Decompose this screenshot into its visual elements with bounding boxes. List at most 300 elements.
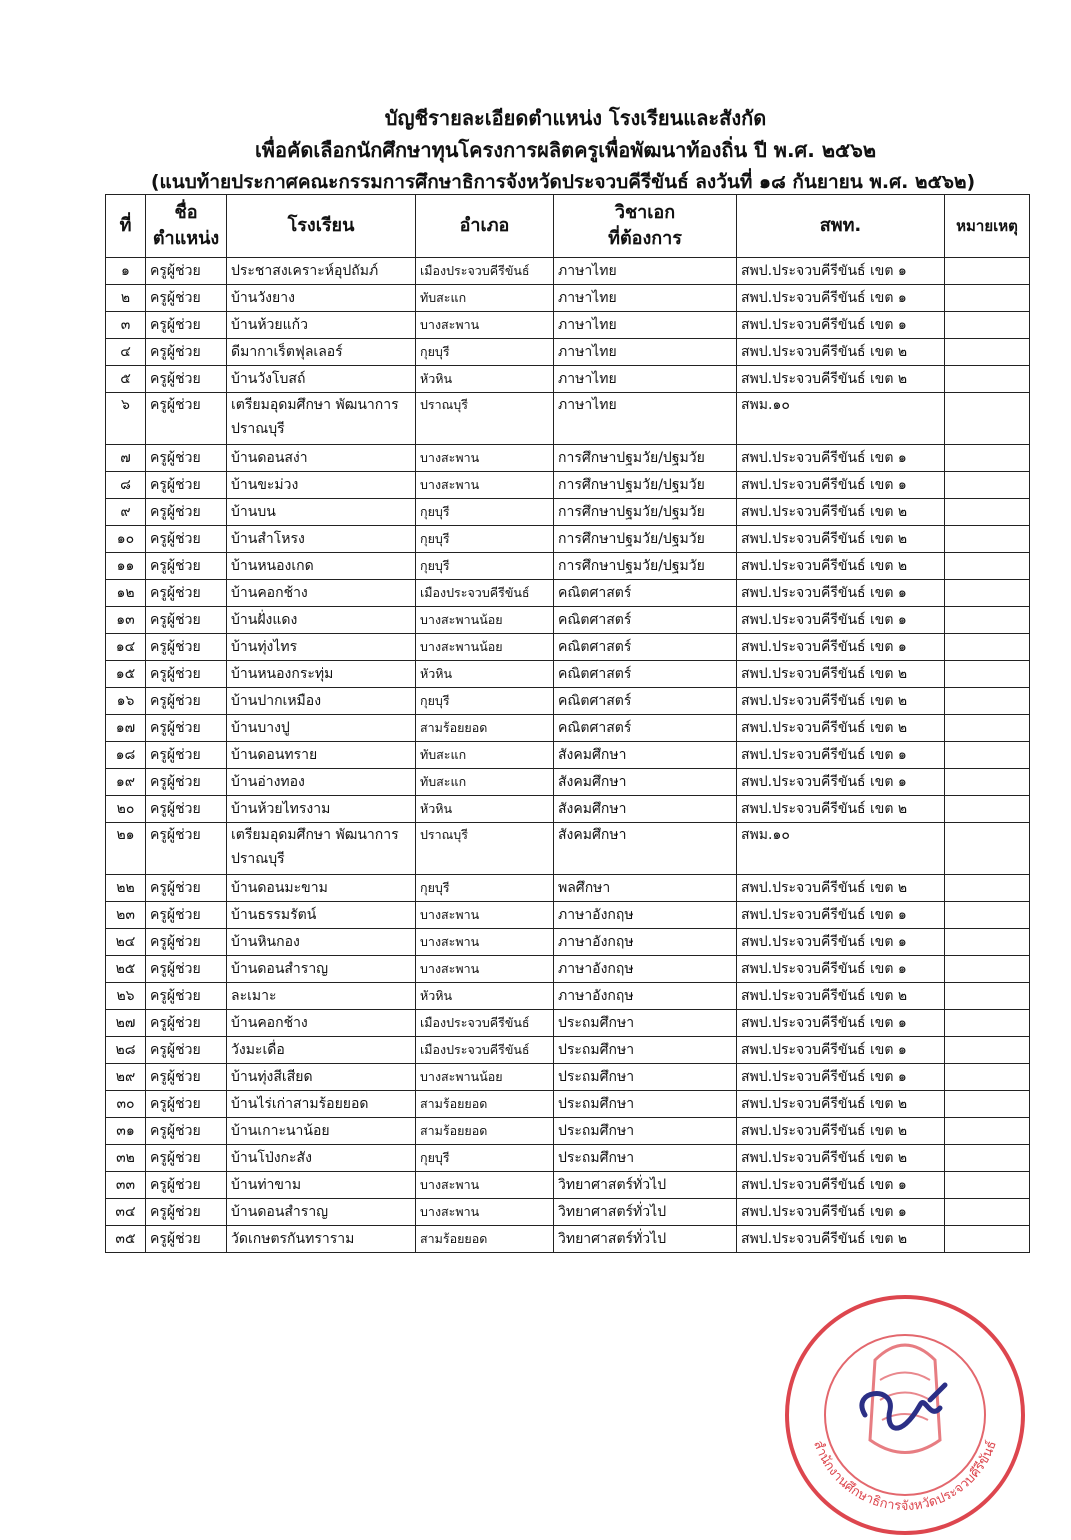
- cell-school: บ้านบน: [227, 499, 416, 526]
- cell-position: ครูผู้ช่วย: [146, 902, 227, 929]
- cell-no: ๑๐: [106, 526, 146, 553]
- cell-school: บ้านหนองกระทุ่ม: [227, 661, 416, 688]
- cell-school: บ้านท่าขาม: [227, 1172, 416, 1199]
- cell-district: ทับสะแก: [416, 769, 554, 796]
- cell-office: สพป.ประจวบคีรีขันธ์ เขต ๒: [737, 796, 945, 823]
- cell-office: สพม.๑๐: [737, 823, 945, 875]
- cell-position: ครูผู้ช่วย: [146, 983, 227, 1010]
- cell-major: คณิตศาสตร์: [554, 634, 737, 661]
- cell-district: หัวหิน: [416, 983, 554, 1010]
- table-row: [106, 875, 1030, 902]
- cell-no: ๘: [106, 472, 146, 499]
- cell-school: บ้านดอนสง่า: [227, 445, 416, 472]
- cell-major: คณิตศาสตร์: [554, 580, 737, 607]
- cell-school: บ้านธรรมรัตน์: [227, 902, 416, 929]
- cell-position: ครูผู้ช่วย: [146, 715, 227, 742]
- table-row: [106, 1064, 1030, 1091]
- cell-remark: [945, 1010, 1030, 1037]
- cell-district: สามร้อยยอด: [416, 1091, 554, 1118]
- signature-mark: [862, 1385, 945, 1428]
- cell-remark: [945, 661, 1030, 688]
- cell-remark: [945, 1064, 1030, 1091]
- cell-position: ครูผู้ช่วย: [146, 956, 227, 983]
- cell-remark: [945, 956, 1030, 983]
- cell-no: ๙: [106, 499, 146, 526]
- cell-school: บ้านทุ่งสีเสียด: [227, 1064, 416, 1091]
- table-row: [106, 445, 1030, 472]
- cell-district: ปราณบุรี: [416, 393, 554, 445]
- cell-no: ๓๓: [106, 1172, 146, 1199]
- header-district: อำเภอ: [416, 195, 554, 258]
- cell-no: ๓๔: [106, 1199, 146, 1226]
- cell-school: เตรียมอุดมศึกษา พัฒนาการปราณบุรี: [227, 393, 416, 445]
- cell-remark: [945, 258, 1030, 285]
- cell-no: ๑๙: [106, 769, 146, 796]
- cell-no: ๓๐: [106, 1091, 146, 1118]
- table-row: [106, 688, 1030, 715]
- table-row: [106, 1037, 1030, 1064]
- cell-no: ๓๑: [106, 1118, 146, 1145]
- cell-position: ครูผู้ช่วย: [146, 634, 227, 661]
- table-header-row: [106, 195, 1030, 258]
- cell-no: ๒๐: [106, 796, 146, 823]
- cell-no: ๓: [106, 312, 146, 339]
- cell-remark: [945, 688, 1030, 715]
- table-row: [106, 823, 1030, 875]
- cell-office: สพป.ประจวบคีรีขันธ์ เขต ๒: [737, 526, 945, 553]
- cell-office: สพป.ประจวบคีรีขันธ์ เขต ๒: [737, 339, 945, 366]
- cell-remark: [945, 1226, 1030, 1253]
- cell-major: วิทยาศาสตร์ทั่วไป: [554, 1172, 737, 1199]
- cell-position: ครูผู้ช่วย: [146, 499, 227, 526]
- cell-position: ครูผู้ช่วย: [146, 1226, 227, 1253]
- header-major: [554, 195, 737, 258]
- cell-district: เมืองประจวบคีรีขันธ์: [416, 580, 554, 607]
- table-row: [106, 983, 1030, 1010]
- cell-remark: [945, 366, 1030, 393]
- cell-school: วัดเกษตรกันทราราม: [227, 1226, 416, 1253]
- table-row: [106, 339, 1030, 366]
- table-row: [106, 1091, 1030, 1118]
- cell-remark: [945, 285, 1030, 312]
- cell-major: ประถมศึกษา: [554, 1037, 737, 1064]
- cell-office: สพป.ประจวบคีรีขันธ์ เขต ๒: [737, 553, 945, 580]
- table-row: [106, 1226, 1030, 1253]
- cell-office: สพป.ประจวบคีรีขันธ์ เขต ๑: [737, 956, 945, 983]
- cell-remark: [945, 1172, 1030, 1199]
- cell-school: บ้านเกาะนาน้อย: [227, 1118, 416, 1145]
- header-major-line2: ที่ต้องการ: [608, 228, 682, 249]
- cell-remark: [945, 553, 1030, 580]
- cell-position: ครูผู้ช่วย: [146, 393, 227, 445]
- official-seal-stamp: [780, 1290, 1030, 1540]
- cell-position: ครูผู้ช่วย: [146, 1037, 227, 1064]
- cell-no: ๑: [106, 258, 146, 285]
- cell-major: ประถมศึกษา: [554, 1145, 737, 1172]
- cell-remark: [945, 1199, 1030, 1226]
- cell-school: บ้านหนองเกด: [227, 553, 416, 580]
- document-subtitle: เพื่อคัดเลือกนักศึกษาทุนโครงการผลิตครูเพื่อพัฒนาท้องถิ่น ปี พ.ศ. ๒๕๖๒: [254, 138, 877, 162]
- cell-school: บ้านคอกช้าง: [227, 1010, 416, 1037]
- cell-position: ครูผู้ช่วย: [146, 688, 227, 715]
- cell-office: สพป.ประจวบคีรีขันธ์ เขต ๑: [737, 1037, 945, 1064]
- cell-remark: [945, 526, 1030, 553]
- cell-remark: [945, 902, 1030, 929]
- table-row: [106, 796, 1030, 823]
- document-annex-note: (แนบท้ายประกาศคณะกรรมการศึกษาธิการจังหวัดประจวบคีรีขันธ์ ลงวันที่ ๑๘ กันยายน พ.ศ. ๒๕๖๒): [150, 171, 976, 193]
- header-position-line1: ชื่อ: [174, 202, 198, 223]
- cell-no: ๑๘: [106, 742, 146, 769]
- cell-major: สังคมศึกษา: [554, 823, 737, 875]
- cell-no: ๑๓: [106, 607, 146, 634]
- cell-school: บ้านบางปู: [227, 715, 416, 742]
- cell-position: ครูผู้ช่วย: [146, 312, 227, 339]
- cell-office: สพป.ประจวบคีรีขันธ์ เขต ๒: [737, 1226, 945, 1253]
- cell-remark: [945, 796, 1030, 823]
- table-row: [106, 929, 1030, 956]
- cell-position: ครูผู้ช่วย: [146, 1172, 227, 1199]
- cell-school: บ้านห้วยไทรงาม: [227, 796, 416, 823]
- cell-major: ภาษาไทย: [554, 366, 737, 393]
- table-row: [106, 393, 1030, 445]
- cell-district: กุยบุรี: [416, 339, 554, 366]
- cell-district: บางสะพาน: [416, 1172, 554, 1199]
- cell-office: สพป.ประจวบคีรีขันธ์ เขต ๑: [737, 472, 945, 499]
- cell-no: ๑๖: [106, 688, 146, 715]
- cell-remark: [945, 715, 1030, 742]
- cell-no: ๓๒: [106, 1145, 146, 1172]
- cell-district: บางสะพาน: [416, 1199, 554, 1226]
- cell-position: ครูผู้ช่วย: [146, 285, 227, 312]
- cell-remark: [945, 1145, 1030, 1172]
- cell-school: บ้านไร่เก่าสามร้อยยอด: [227, 1091, 416, 1118]
- cell-major: พลศึกษา: [554, 875, 737, 902]
- cell-no: ๓๕: [106, 1226, 146, 1253]
- cell-position: ครูผู้ช่วย: [146, 742, 227, 769]
- cell-district: บางสะพาน: [416, 902, 554, 929]
- cell-office: สพป.ประจวบคีรีขันธ์ เขต ๒: [737, 875, 945, 902]
- header-position-line2: ตำแหน่ง: [152, 228, 220, 249]
- cell-no: ๒๙: [106, 1064, 146, 1091]
- table-row: [106, 1010, 1030, 1037]
- cell-major: การศึกษาปฐมวัย/ปฐมวัย: [554, 553, 737, 580]
- cell-office: สพป.ประจวบคีรีขันธ์ เขต ๑: [737, 769, 945, 796]
- cell-major: ประถมศึกษา: [554, 1118, 737, 1145]
- cell-district: เมืองประจวบคีรีขันธ์: [416, 258, 554, 285]
- header-office: สพท.: [737, 195, 945, 258]
- cell-position: ครูผู้ช่วย: [146, 1145, 227, 1172]
- cell-major: คณิตศาสตร์: [554, 661, 737, 688]
- cell-no: ๖: [106, 393, 146, 445]
- cell-school: บ้านดอนสำราญ: [227, 956, 416, 983]
- cell-no: ๒๗: [106, 1010, 146, 1037]
- cell-district: กุยบุรี: [416, 526, 554, 553]
- header-no: ที่: [106, 195, 146, 258]
- cell-position: ครูผู้ช่วย: [146, 929, 227, 956]
- table-row: [106, 580, 1030, 607]
- cell-no: ๒๕: [106, 956, 146, 983]
- cell-major: ภาษาอังกฤษ: [554, 983, 737, 1010]
- cell-office: สพป.ประจวบคีรีขันธ์ เขต ๒: [737, 983, 945, 1010]
- document-title: บัญชีรายละเอียดตำแหน่ง โรงเรียนและสังกัด: [384, 106, 767, 130]
- cell-remark: [945, 393, 1030, 445]
- table-row: [106, 607, 1030, 634]
- cell-position: ครูผู้ช่วย: [146, 1118, 227, 1145]
- cell-remark: [945, 339, 1030, 366]
- cell-remark: [945, 1091, 1030, 1118]
- cell-remark: [945, 823, 1030, 875]
- cell-position: ครูผู้ช่วย: [146, 472, 227, 499]
- cell-remark: [945, 742, 1030, 769]
- cell-district: บางสะพาน: [416, 472, 554, 499]
- table-row: [106, 366, 1030, 393]
- cell-remark: [945, 983, 1030, 1010]
- cell-no: ๑๑: [106, 553, 146, 580]
- cell-office: สพป.ประจวบคีรีขันธ์ เขต ๑: [737, 445, 945, 472]
- table-row: [106, 742, 1030, 769]
- cell-district: กุยบุรี: [416, 688, 554, 715]
- cell-remark: [945, 472, 1030, 499]
- cell-district: ทับสะแก: [416, 285, 554, 312]
- cell-position: ครูผู้ช่วย: [146, 445, 227, 472]
- cell-major: ภาษาไทย: [554, 339, 737, 366]
- cell-major: ประถมศึกษา: [554, 1091, 737, 1118]
- table-row: [106, 661, 1030, 688]
- cell-school: บ้านวังยาง: [227, 285, 416, 312]
- table-row: [106, 634, 1030, 661]
- cell-major: ภาษาไทย: [554, 393, 737, 445]
- cell-district: สามร้อยยอด: [416, 1118, 554, 1145]
- cell-office: สพป.ประจวบคีรีขันธ์ เขต ๒: [737, 1118, 945, 1145]
- cell-district: หัวหิน: [416, 796, 554, 823]
- cell-school: บ้านขะม่วง: [227, 472, 416, 499]
- cell-major: การศึกษาปฐมวัย/ปฐมวัย: [554, 445, 737, 472]
- cell-office: สพป.ประจวบคีรีขันธ์ เขต ๑: [737, 312, 945, 339]
- table-row: [106, 1145, 1030, 1172]
- cell-position: ครูผู้ช่วย: [146, 1010, 227, 1037]
- cell-school: บ้านดอนสำราญ: [227, 1199, 416, 1226]
- cell-district: สามร้อยยอด: [416, 715, 554, 742]
- cell-office: สพป.ประจวบคีรีขันธ์ เขต ๒: [737, 366, 945, 393]
- cell-school: ดีมากาเร็ตฟุลเลอร์: [227, 339, 416, 366]
- header-remark: หมายเหตุ: [945, 195, 1030, 258]
- cell-school: บ้านห้วยแก้ว: [227, 312, 416, 339]
- cell-no: ๑๕: [106, 661, 146, 688]
- document-header: [0, 102, 1071, 198]
- cell-position: ครูผู้ช่วย: [146, 580, 227, 607]
- cell-district: บางสะพานน้อย: [416, 1064, 554, 1091]
- table-body: [106, 258, 1030, 1253]
- cell-school: บ้านอ่างทอง: [227, 769, 416, 796]
- cell-major: ประถมศึกษา: [554, 1064, 737, 1091]
- header-position: [146, 195, 227, 258]
- cell-district: กุยบุรี: [416, 553, 554, 580]
- cell-district: กุยบุรี: [416, 875, 554, 902]
- cell-no: ๒๔: [106, 929, 146, 956]
- cell-school: บ้านดอนมะขาม: [227, 875, 416, 902]
- cell-district: บางสะพาน: [416, 445, 554, 472]
- cell-office: สพป.ประจวบคีรีขันธ์ เขต ๑: [737, 258, 945, 285]
- cell-office: สพป.ประจวบคีรีขันธ์ เขต ๒: [737, 1145, 945, 1172]
- cell-no: ๒๘: [106, 1037, 146, 1064]
- cell-office: สพป.ประจวบคีรีขันธ์ เขต ๒: [737, 688, 945, 715]
- cell-district: หัวหิน: [416, 661, 554, 688]
- table-row: [106, 1118, 1030, 1145]
- cell-position: ครูผู้ช่วย: [146, 769, 227, 796]
- cell-position: ครูผู้ช่วย: [146, 1199, 227, 1226]
- cell-no: ๑๔: [106, 634, 146, 661]
- table-row: [106, 472, 1030, 499]
- cell-position: ครูผู้ช่วย: [146, 1064, 227, 1091]
- cell-position: ครูผู้ช่วย: [146, 823, 227, 875]
- cell-major: ภาษาอังกฤษ: [554, 929, 737, 956]
- cell-district: กุยบุรี: [416, 1145, 554, 1172]
- table-row: [106, 312, 1030, 339]
- cell-position: ครูผู้ช่วย: [146, 796, 227, 823]
- cell-school: บ้านดอนทราย: [227, 742, 416, 769]
- cell-district: เมืองประจวบคีรีขันธ์: [416, 1010, 554, 1037]
- table-row: [106, 1199, 1030, 1226]
- cell-school: บ้านวังโบสถ์: [227, 366, 416, 393]
- table-row: [106, 956, 1030, 983]
- table-row: [106, 902, 1030, 929]
- table-row: [106, 769, 1030, 796]
- cell-no: ๒๒: [106, 875, 146, 902]
- cell-major: สังคมศึกษา: [554, 796, 737, 823]
- cell-position: ครูผู้ช่วย: [146, 366, 227, 393]
- cell-district: บางสะพานน้อย: [416, 634, 554, 661]
- cell-remark: [945, 875, 1030, 902]
- table-row: [106, 553, 1030, 580]
- cell-major: วิทยาศาสตร์ทั่วไป: [554, 1226, 737, 1253]
- cell-district: บางสะพาน: [416, 312, 554, 339]
- cell-office: สพป.ประจวบคีรีขันธ์ เขต ๑: [737, 1010, 945, 1037]
- cell-major: การศึกษาปฐมวัย/ปฐมวัย: [554, 472, 737, 499]
- cell-major: ประถมศึกษา: [554, 1010, 737, 1037]
- table-row: [106, 258, 1030, 285]
- cell-district: สามร้อยยอด: [416, 1226, 554, 1253]
- cell-no: ๒๑: [106, 823, 146, 875]
- cell-major: ภาษาอังกฤษ: [554, 902, 737, 929]
- header-major-line1: วิชาเอก: [614, 202, 676, 223]
- cell-office: สพป.ประจวบคีรีขันธ์ เขต ๒: [737, 1091, 945, 1118]
- cell-office: สพป.ประจวบคีรีขันธ์ เขต ๑: [737, 742, 945, 769]
- seal-text: สำนักงานศึกษาธิการจังหวัดประจวบคีรีขันธ์: [810, 1438, 1000, 1515]
- cell-position: ครูผู้ช่วย: [146, 258, 227, 285]
- cell-no: ๒๖: [106, 983, 146, 1010]
- cell-remark: [945, 445, 1030, 472]
- cell-position: ครูผู้ช่วย: [146, 875, 227, 902]
- cell-office: สพป.ประจวบคีรีขันธ์ เขต ๑: [737, 580, 945, 607]
- table-row: [106, 285, 1030, 312]
- cell-school: บ้านฝั่งแดง: [227, 607, 416, 634]
- cell-major: คณิตศาสตร์: [554, 715, 737, 742]
- cell-no: ๒๓: [106, 902, 146, 929]
- cell-district: ทับสะแก: [416, 742, 554, 769]
- cell-office: สพป.ประจวบคีรีขันธ์ เขต ๑: [737, 1199, 945, 1226]
- cell-no: ๑๒: [106, 580, 146, 607]
- cell-district: บางสะพาน: [416, 956, 554, 983]
- cell-remark: [945, 607, 1030, 634]
- cell-school: ประชาสงเคราะห์อุปถัมภ์: [227, 258, 416, 285]
- cell-remark: [945, 1118, 1030, 1145]
- cell-school: บ้านทุ่งไทร: [227, 634, 416, 661]
- cell-remark: [945, 499, 1030, 526]
- cell-remark: [945, 769, 1030, 796]
- cell-office: สพป.ประจวบคีรีขันธ์ เขต ๑: [737, 902, 945, 929]
- cell-school: วังมะเดื่อ: [227, 1037, 416, 1064]
- cell-school: บ้านหินกอง: [227, 929, 416, 956]
- cell-office: สพป.ประจวบคีรีขันธ์ เขต ๒: [737, 715, 945, 742]
- cell-remark: [945, 929, 1030, 956]
- cell-remark: [945, 580, 1030, 607]
- cell-remark: [945, 634, 1030, 661]
- cell-position: ครูผู้ช่วย: [146, 661, 227, 688]
- cell-office: สพป.ประจวบคีรีขันธ์ เขต ๒: [737, 661, 945, 688]
- table-row: [106, 499, 1030, 526]
- cell-remark: [945, 312, 1030, 339]
- svg-text:สำนักงานศึกษาธิการจังหวัดประจว: [810, 1439, 1000, 1514]
- cell-office: สพม.๑๐: [737, 393, 945, 445]
- cell-position: ครูผู้ช่วย: [146, 553, 227, 580]
- cell-major: คณิตศาสตร์: [554, 607, 737, 634]
- table-row: [106, 1172, 1030, 1199]
- cell-major: คณิตศาสตร์: [554, 688, 737, 715]
- cell-no: ๔: [106, 339, 146, 366]
- cell-remark: [945, 1037, 1030, 1064]
- cell-school: ละเมาะ: [227, 983, 416, 1010]
- table-row: [106, 715, 1030, 742]
- cell-major: การศึกษาปฐมวัย/ปฐมวัย: [554, 499, 737, 526]
- cell-school: บ้านสำโหรง: [227, 526, 416, 553]
- cell-major: ภาษาอังกฤษ: [554, 956, 737, 983]
- cell-major: วิทยาศาสตร์ทั่วไป: [554, 1199, 737, 1226]
- cell-position: ครูผู้ช่วย: [146, 526, 227, 553]
- cell-district: บางสะพานน้อย: [416, 607, 554, 634]
- cell-office: สพป.ประจวบคีรีขันธ์ เขต ๑: [737, 929, 945, 956]
- cell-no: ๕: [106, 366, 146, 393]
- cell-school: เตรียมอุดมศึกษา พัฒนาการปราณบุรี: [227, 823, 416, 875]
- cell-major: สังคมศึกษา: [554, 769, 737, 796]
- cell-office: สพป.ประจวบคีรีขันธ์ เขต ๑: [737, 1064, 945, 1091]
- cell-district: เมืองประจวบคีรีขันธ์: [416, 1037, 554, 1064]
- cell-position: ครูผู้ช่วย: [146, 1091, 227, 1118]
- cell-district: ปราณบุรี: [416, 823, 554, 875]
- cell-major: การศึกษาปฐมวัย/ปฐมวัย: [554, 526, 737, 553]
- cell-office: สพป.ประจวบคีรีขันธ์ เขต ๑: [737, 607, 945, 634]
- cell-major: สังคมศึกษา: [554, 742, 737, 769]
- cell-school: บ้านโป่งกะสัง: [227, 1145, 416, 1172]
- header-school: โรงเรียน: [227, 195, 416, 258]
- cell-office: สพป.ประจวบคีรีขันธ์ เขต ๑: [737, 285, 945, 312]
- cell-school: บ้านคอกช้าง: [227, 580, 416, 607]
- cell-office: สพป.ประจวบคีรีขันธ์ เขต ๒: [737, 499, 945, 526]
- cell-school: บ้านปากเหมือง: [227, 688, 416, 715]
- cell-office: สพป.ประจวบคีรีขันธ์ เขต ๑: [737, 1172, 945, 1199]
- cell-district: หัวหิน: [416, 366, 554, 393]
- cell-district: บางสะพาน: [416, 929, 554, 956]
- cell-major: ภาษาไทย: [554, 312, 737, 339]
- cell-no: ๑๗: [106, 715, 146, 742]
- table-row: [106, 526, 1030, 553]
- cell-no: ๒: [106, 285, 146, 312]
- cell-major: ภาษาไทย: [554, 285, 737, 312]
- cell-position: ครูผู้ช่วย: [146, 607, 227, 634]
- cell-office: สพป.ประจวบคีรีขันธ์ เขต ๑: [737, 634, 945, 661]
- cell-position: ครูผู้ช่วย: [146, 339, 227, 366]
- cell-major: ภาษาไทย: [554, 258, 737, 285]
- cell-no: ๗: [106, 445, 146, 472]
